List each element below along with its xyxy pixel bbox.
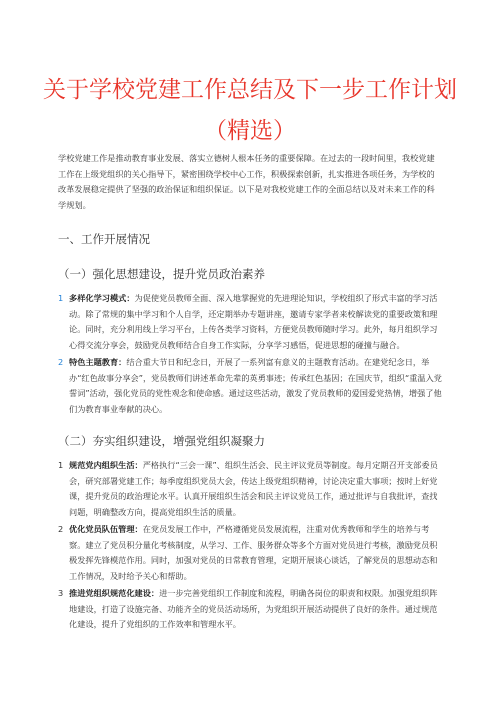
list-item-number: 2 [58, 357, 64, 367]
list-item-text: 进一步完善党组织工作制度和流程，明确各岗位的职责和权限。加强党组织阵地建设，打造了设施完备、功能齐全的党员活动场所，为党组织开展活动提供了良好的条件。通过规范化建设，提升了党组织的工作效率和管理水平。 [69, 588, 438, 629]
list-item-text: 结合重大节日和纪念日，开展了一系列富有意义的主题教育活动。在建党纪念日，举办“红色故事分享会”，党员教师们讲述革命先辈的英勇事迹；传承红色基因；在国庆节，组织“重温入党誓词”活动，强化党员的党性观念和使命感。通过这些活动，激发了党员教师的爱国爱党热情，增强了他们为教育事业奉献的决心。 [69, 357, 442, 414]
list-item [58, 355, 442, 417]
list-item-lead: 优化党员队伍管理： [69, 524, 143, 534]
list-item-number: 1 [58, 460, 64, 470]
subsection-heading-ideology: （一）强化思想建设，提升党员政治素养 [58, 267, 265, 281]
list-item-lead: 规范党内组织生活： [69, 460, 143, 470]
list-item-body [69, 586, 442, 633]
intro-paragraph: 学校党建工作是推动教育事业发展、落实立德树人根本任务的重要保障。在过去的一段时间里，我校党建工作在上级党组织的关心指导下，紧密围绕学校中心工作，积极探索创新，扎实推进各项任务，为学校的改革发展稳定提供了坚强的政治保证和组织保证。以下是对我校党建工作的全面总结以及对未来工作的科学规划。 [58, 153, 435, 210]
list-item [58, 522, 442, 584]
list-item-text: 在党员发展工作中，严格遵循党员发展流程，注重对优秀教师和学生的培养与考察。建立了党员积分量化考核制度，从学习、工作、服务群众等多个方面对党员进行考核，激励党员积极发挥先锋模范作用。同时，加强对党员的日常教育管理，定期开展谈心谈话，了解党员的思想动态和工作情况，及时给予关心和帮助。 [69, 524, 438, 581]
list-item-number: 1 [58, 293, 64, 303]
list-item-number: 2 [58, 524, 64, 534]
list-item-lead: 特色主题教育： [69, 357, 127, 367]
document-title: 关于学校党建工作总结及下一步工作计划（精选） [43, 77, 457, 144]
section-heading-work-progress: 一、工作开展情况 [58, 232, 150, 246]
list-item-body [69, 291, 442, 353]
list-item [58, 291, 442, 353]
list-item-lead: 多样化学习模式： [69, 293, 135, 303]
list-item [58, 458, 442, 520]
list-item-body [69, 355, 442, 417]
list-item-body [69, 458, 442, 520]
subsection-heading-organization: （二）夯实组织建设，增强党组织凝聚力 [58, 434, 265, 448]
list-item-number: 3 [58, 588, 64, 598]
list-item-lead: 推进党组织规范化建设： [69, 588, 160, 598]
list-item-text: 严格执行“三会一课”、组织生活会、民主评议党员等制度。每月定期召开支部委员会，研究部署党建工作；每季度组织党员大会，传达上级党组织精神，讨论决定重大事项；按时上好党课，提升党员的政治理论水平。认真开展组织生活会和民主评议党员工作，通过批评与自我批评，查找问题，明确整改方向，提高党组织生活的质量。 [69, 460, 438, 517]
list-item-body [69, 522, 442, 584]
list-item-text: 为促使党员教师全面、深入地掌握党的先进理论知识，学校组织了形式丰富的学习活动。除了常规的集中学习和个人自学，还定期举办专题讲座，邀请专家学者来校解读党的重要政策和理论。同时，充分利用线上学习平台，上传各类学习资料，方便党员教师随时学习。此外，每月组织学习心得交流分享会，鼓励党员教师结合自身工作实际，分享学习感悟，促进思想的碰撞与融合。 [69, 293, 438, 350]
list-item [58, 586, 442, 633]
